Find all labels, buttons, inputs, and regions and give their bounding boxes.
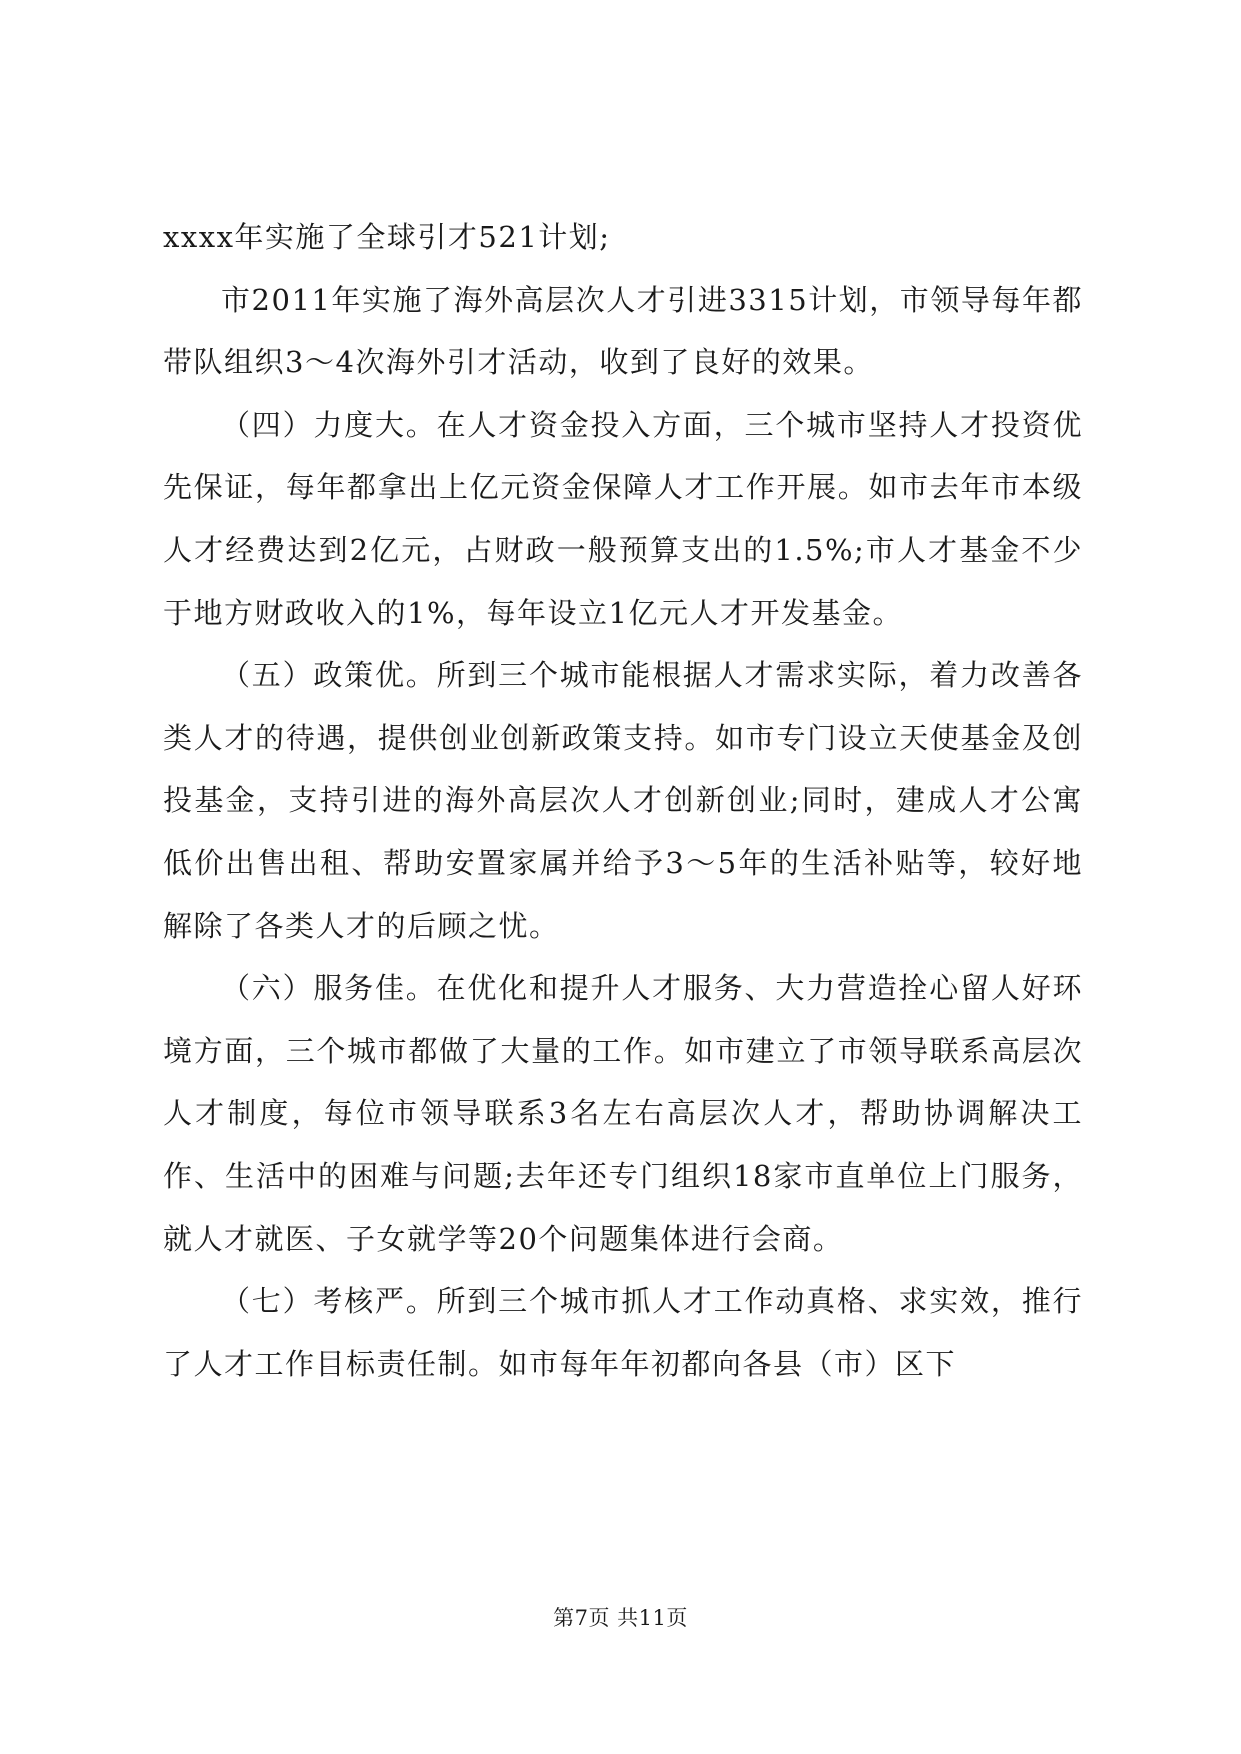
page-number: 第7页 共11页 xyxy=(553,1606,688,1630)
document-body xyxy=(163,206,1083,1395)
paragraph-6: （七）考核严。所到三个城市抓人才工作动真格、求实效，推行了人才工作目标责任制。如市每年年初都向各县（市）区下 xyxy=(163,1284,1083,1381)
paragraph-1: xxxx年实施了全球引才521计划; xyxy=(163,220,611,254)
paragraph-5: （六）服务佳。在优化和提升人才服务、大力营造拴心留人好环境方面，三个城市都做了大量的工作。如市建立了市领导联系高层次人才制度，每位市领导联系3名左右高层次人才，帮助协调解决工作、生活中的困难与问题;去年还专门组织18家市直单位上门服务，就人才就医、子女就学等20个问题集体进行会商。 xyxy=(163,971,1083,1256)
paragraph-2: 市2011年实施了海外高层次人才引进3315计划，市领导每年都带队组织3～4次海外引才活动，收到了良好的效果。 xyxy=(163,282,1083,380)
paragraph-4: （五）政策优。所到三个城市能根据人才需求实际，着力改善各类人才的待遇，提供创业创新政策支持。如市专门设立天使基金及创投基金，支持引进的海外高层次人才创新创业;同时，建成人才公寓低价出售出租、帮助安置家属并给予3～5年的生活补贴等，较好地解除了各类人才的后顾之忧。 xyxy=(163,658,1083,943)
page-footer xyxy=(0,1604,1241,1632)
paragraph-3: （四）力度大。在人才资金投入方面，三个城市坚持人才投资优先保证，每年都拿出上亿元资金保障人才工作开展。如市去年市本级人才经费达到2亿元，占财政一般预算支出的1.5%;市人才基金不少于地方财政收入的1%，每年设立1亿元人才开发基金。 xyxy=(163,407,1083,630)
